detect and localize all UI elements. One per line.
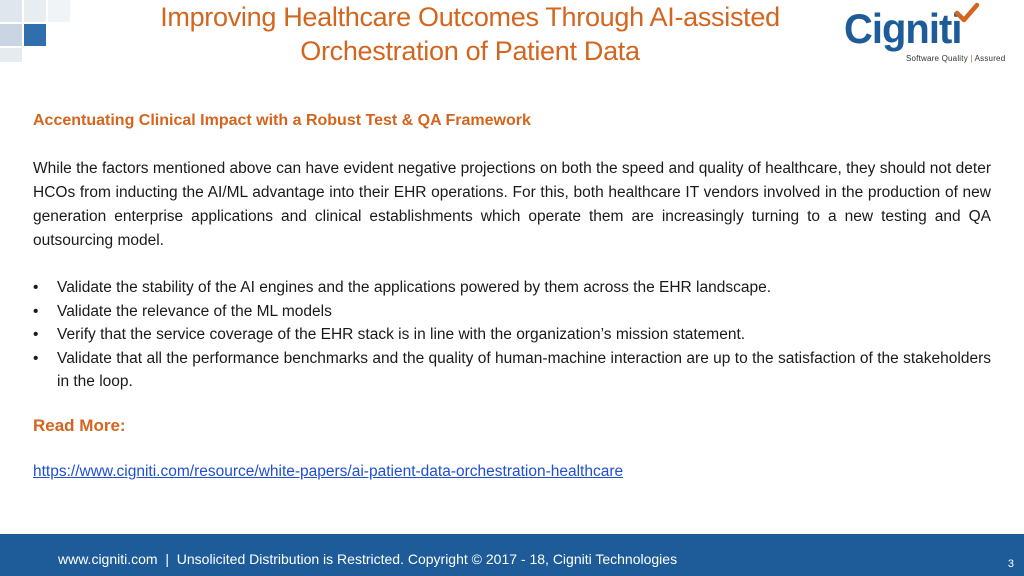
footer-text — [58, 551, 677, 567]
deco-square — [48, 0, 70, 22]
footer-company: Cigniti Technologies — [552, 551, 678, 567]
list-item — [33, 300, 991, 324]
bullet-list — [33, 276, 991, 394]
list-item-text: Validate the stability of the AI engines and the applications powered by them across the EHR landscape. — [57, 279, 772, 296]
list-item — [33, 276, 991, 300]
read-more-label: Read More: — [33, 416, 126, 435]
list-item-text: Verify that the service coverage of the EHR stack is in line with the organization’s mission statement. — [57, 326, 746, 343]
deco-square — [0, 0, 22, 22]
list-item — [33, 347, 991, 394]
list-item-text: Validate that all the performance benchmarks and the quality of human-machine interaction are up to the satisfaction of the stakeholders in the loop. — [57, 349, 991, 390]
tagline-right: Assured — [974, 54, 1006, 63]
page-number: 3 — [1007, 558, 1014, 570]
checkmark-icon — [954, 2, 980, 24]
deco-square — [24, 0, 46, 22]
deco-square — [0, 24, 22, 46]
white-paper-link[interactable]: https://www.cigniti.com/resource/white-papers/ai-patient-data-orchestration-healthcare — [33, 463, 624, 480]
logo-tagline — [906, 54, 1005, 63]
tagline-separator: | — [970, 54, 973, 63]
page-title — [80, 0, 860, 68]
footer-bar — [0, 534, 1024, 576]
bullet-icon: • — [33, 279, 39, 296]
tagline-left: Software Quality — [906, 54, 968, 63]
body-paragraph: While the factors mentioned above can have evident negative projections on both the speed and quality of healthcare, they should not deter HCOs from inducting the AI/ML advantage into their EHR operations. For this, both healthcare IT vendors involved in the production of new generation enterprise applications and clinical establishments which operate them are increasingly turning to a new testing and QA outsourcing model. — [33, 160, 991, 249]
bullet-icon: • — [33, 349, 39, 367]
bullet-icon: • — [33, 326, 39, 343]
section-subheading: Accentuating Clinical Impact with a Robust Test & QA Framework — [33, 112, 531, 129]
bullet-icon: • — [33, 302, 39, 320]
title-line-1: Improving Healthcare Outcomes Through AI-assisted — [160, 2, 780, 32]
list-item-text: Validate the relevance of the ML models — [57, 302, 332, 320]
list-item — [33, 323, 991, 347]
deco-square — [24, 24, 46, 46]
cigniti-logo — [844, 4, 1004, 66]
footer-copyright: www.cigniti.com | Unsolicited Distribution is Restricted. Copyright © 2017 - 18, — [58, 551, 553, 567]
deco-square — [0, 48, 22, 62]
title-line-2: Orchestration of Patient Data — [300, 36, 640, 66]
logo-wordmark: Cigniti — [844, 5, 962, 52]
decorative-squares — [0, 0, 80, 60]
